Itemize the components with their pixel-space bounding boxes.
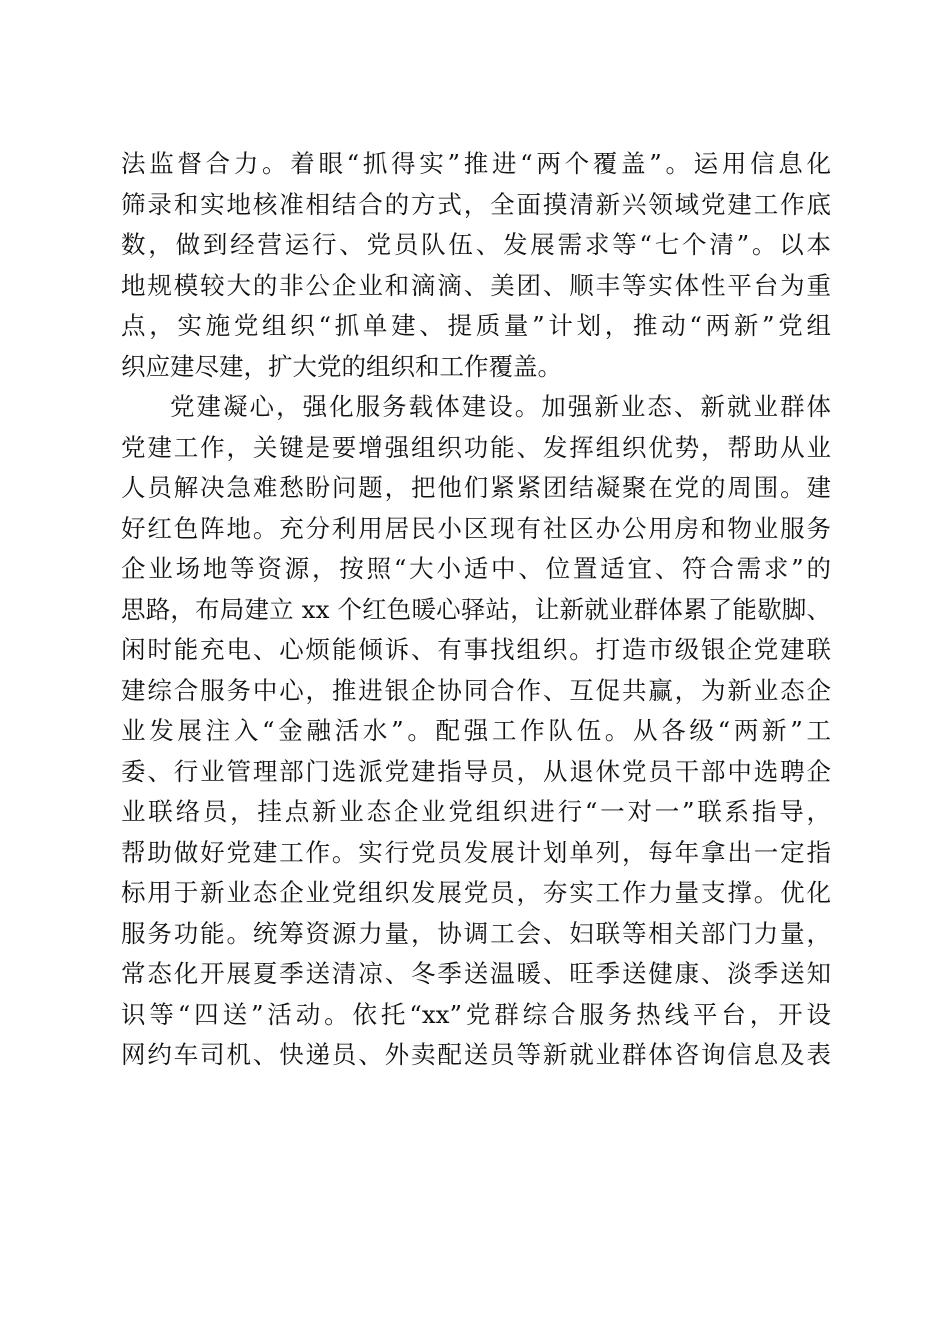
body-text [121, 144, 831, 1076]
text-line: 业联络员，挂点新业态企业党组织进行“一对一”联系指导， [121, 797, 831, 826]
text-line: 地规模较大的非公企业和滴滴、美团、顺丰等实体性平台为重 [121, 270, 831, 300]
text-line: 企业场地等资源，按照“大小适中、位置适宜、符合需求”的 [121, 554, 831, 583]
text-line: 思路，布局建立 xx 个红色暖心驿站，让新就业群体累了能歇脚、 [121, 594, 831, 624]
text-line: 标用于新业态企业党组织发展党员，夯实工作力量支撑。优化 [121, 878, 831, 907]
text-line: 织应建尽建，扩大党的组织和工作覆盖。 [121, 351, 562, 381]
paragraph-2 [121, 387, 831, 1076]
text-line: 人员解决急难愁盼问题，把他们紧紧团结凝聚在党的周围。建 [121, 473, 831, 502]
text-line: 常态化开展夏季送清凉、冬季送温暖、旺季送健康、淡季送知 [121, 959, 831, 988]
text-line: 党建凝心，强化服务载体建设。加强新业态、新就业群体 [170, 392, 831, 421]
text-line: 网约车司机、快递员、外卖配送员等新就业群体咨询信息及表 [121, 1040, 831, 1069]
text-line: 委、行业管理部门选派党建指导员，从退休党员干部中选聘企 [121, 756, 831, 786]
text-line: 法监督合力。着眼“抓得实”推进“两个覆盖”。运用信息化 [121, 149, 831, 178]
text-line: 筛录和实地核准相结合的方式，全面摸清新兴领域党建工作底 [121, 189, 831, 219]
text-line: 帮助做好党建工作。实行党员发展计划单列，每年拿出一定指 [121, 837, 831, 867]
text-line: 服务功能。统筹资源力量，协调工会、妇联等相关部门力量， [121, 918, 831, 948]
text-line: 好红色阵地。充分利用居民小区现有社区办公用房和物业服务 [121, 513, 831, 543]
text-line: 数，做到经营运行、党员队伍、发展需求等“七个清”。以本 [121, 230, 831, 259]
text-line: 点，实施党组织“抓单建、提质量”计划，推动“两新”党组 [121, 311, 831, 340]
text-line: 建综合服务中心，推进银企协同合作、互促共赢，为新业态企 [121, 675, 831, 705]
text-line: 识等“四送”活动。依托“xx”党群综合服务热线平台，开设 [121, 999, 831, 1029]
text-line: 闲时能充电、心烦能倾诉、有事找组织。打造市级银企党建联 [121, 635, 831, 664]
paragraph-1 [121, 144, 831, 387]
text-line: 党建工作，关键是要增强组织功能、发挥组织优势，帮助从业 [121, 432, 831, 462]
text-line: 业发展注入“金融活水”。配强工作队伍。从各级“两新”工 [121, 716, 831, 745]
